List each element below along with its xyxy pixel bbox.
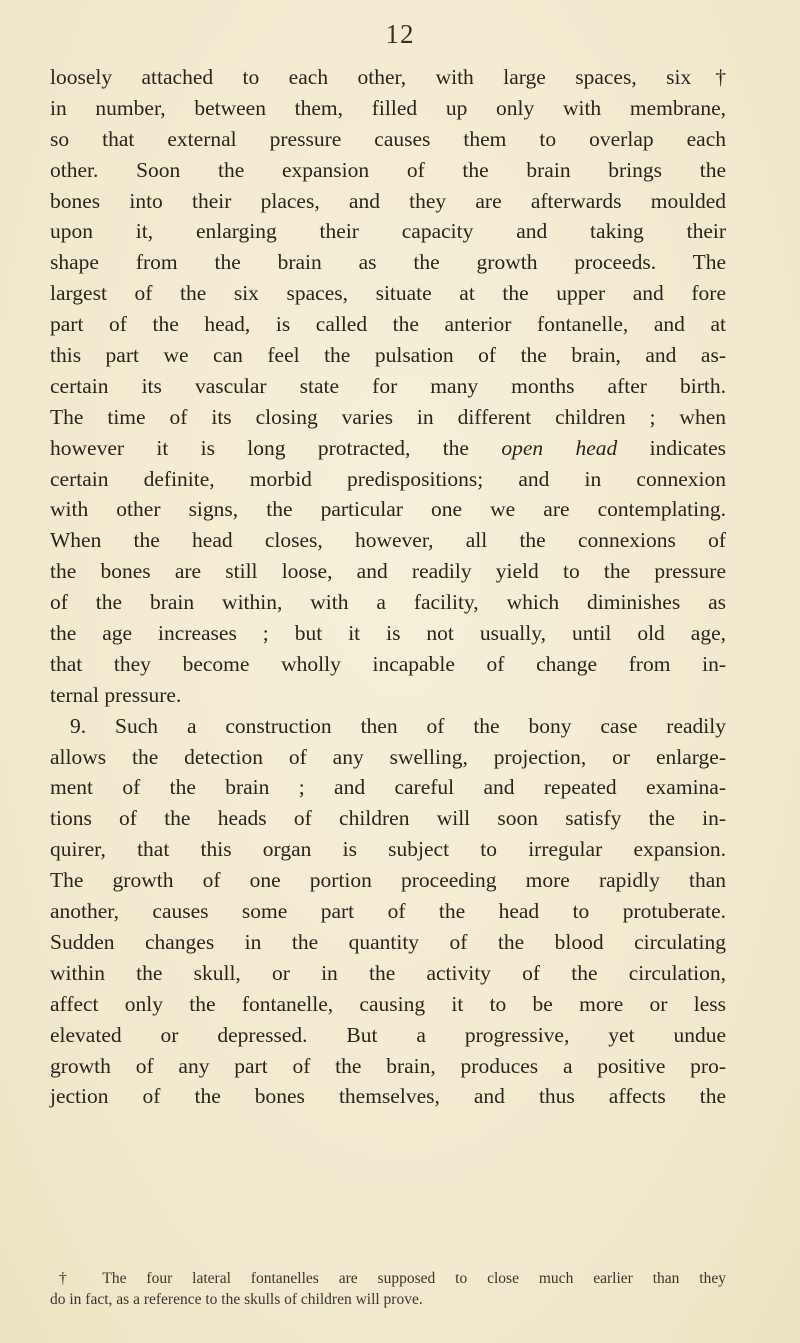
text-line: bones into their places, and they are afterwards moulded bbox=[50, 188, 726, 213]
text-line: certain definite, morbid predispositions; and in connexion bbox=[50, 466, 726, 491]
footnote-line: do in fact, as a reference to the skulls of children will prove. bbox=[50, 1291, 423, 1308]
text-line: this part we can feel the pulsation of the brain, and as- bbox=[50, 343, 726, 368]
text-line: certain its vascular state for many months after birth. bbox=[50, 373, 726, 398]
text-line: in number, between them, filled up only with membrane, bbox=[50, 95, 726, 120]
text-line: growth of any part of the brain, produces a positive pro- bbox=[50, 1053, 726, 1078]
text-line: so that external pressure causes them to overlap each bbox=[50, 126, 726, 151]
text-segment: however it is long protracted, the bbox=[50, 435, 469, 460]
text-line: When the head closes, however, all the connexions of bbox=[50, 528, 726, 553]
text-line: the bones are still loose, and readily yield to the pressure bbox=[50, 559, 726, 584]
text-line: affect only the fontanelle, causing it to be more or less bbox=[50, 991, 726, 1016]
text-line: elevated or depressed. But a progressive, yet undue bbox=[50, 1022, 726, 1047]
text-line: The growth of one portion proceeding more rapidly than bbox=[50, 868, 726, 893]
text-line: that they become wholly incapable of change from in- bbox=[50, 651, 726, 676]
page-number: 12 bbox=[385, 19, 415, 49]
text-line: loosely attached to each other, with large spaces, six† bbox=[50, 65, 726, 89]
text-line: The time of its closing varies in different children ; when bbox=[50, 404, 726, 429]
footnote bbox=[50, 1268, 726, 1310]
text-segment: indicates bbox=[649, 435, 727, 460]
text-line: 9. Such a construction then of the bony case readily bbox=[70, 713, 726, 738]
text-line: with other signs, the particular one we are contemplating. bbox=[50, 497, 726, 522]
text-line: upon it, enlarging their capacity and taking their bbox=[50, 219, 726, 244]
text-line: shape from the brain as the growth proceeds. The bbox=[50, 250, 726, 275]
text-line: Sudden changes in the quantity of the blood circulating bbox=[50, 929, 726, 954]
main-text-block bbox=[50, 62, 726, 1112]
text-line: within the skull, or in the activity of the circulation, bbox=[50, 960, 726, 985]
text-line: the age increases ; but it is not usually, until old age, bbox=[50, 621, 726, 646]
text-line: ternal pressure. bbox=[50, 682, 182, 707]
text-line: jection of the bones themselves, and thus affects the bbox=[50, 1084, 726, 1109]
text-line: quirer, that this organ is subject to irregular expansion. bbox=[50, 837, 726, 862]
text-line: ment of the brain ; and careful and repeated examina- bbox=[50, 775, 726, 800]
text-line: another, causes some part of the head to protuberate. bbox=[50, 899, 726, 924]
text-line: other. Soon the expansion of the brain brings the bbox=[50, 157, 726, 182]
text-line bbox=[50, 433, 726, 464]
text-line: largest of the six spaces, situate at the upper and fore bbox=[50, 281, 726, 306]
text-line: of the brain within, with a facility, which diminishes as bbox=[50, 590, 726, 615]
footnote-line: † The four lateral fontanelles are supposed to close much earlier than they bbox=[59, 1270, 726, 1287]
text-line: allows the detection of any swelling, projection, or enlarge- bbox=[50, 744, 726, 769]
text-line: tions of the heads of children will soon satisfy the in- bbox=[50, 806, 726, 831]
emphasis-text: open head bbox=[501, 435, 618, 460]
text-line: part of the head, is called the anterior fontanelle, and at bbox=[50, 312, 726, 337]
